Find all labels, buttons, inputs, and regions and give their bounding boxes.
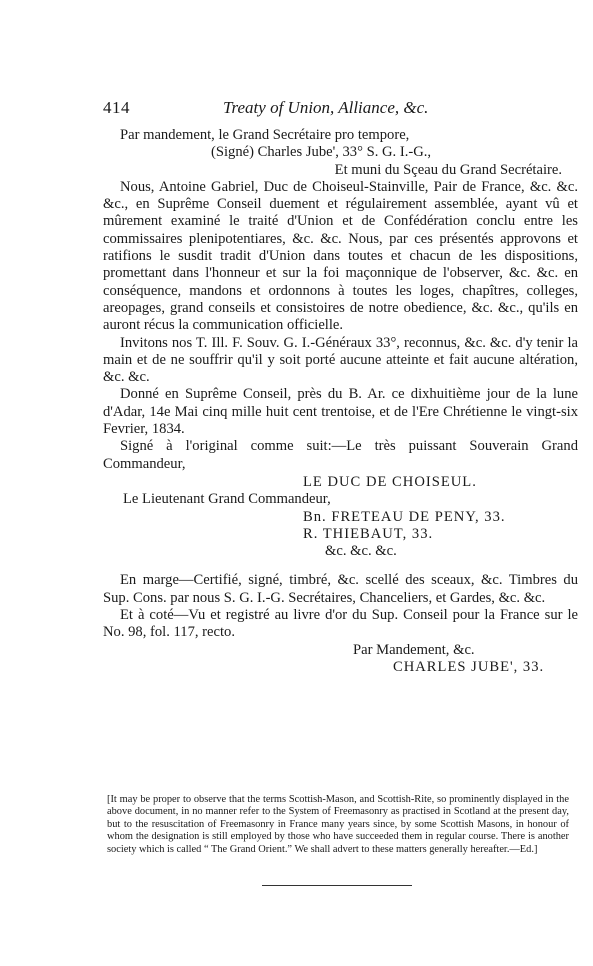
- freteau-signature: Bn. FRETEAU DE PENY, 33.: [303, 508, 506, 525]
- thiebaut-signature: R. THIEBAUT, 33.: [303, 525, 434, 542]
- mandate-line: Par mandement, le Grand Secrétaire pro tempore,: [120, 127, 410, 143]
- duke-signature: LE DUC DE CHOISEUL.: [303, 473, 477, 490]
- page-header: [103, 98, 513, 120]
- page-number: 414: [103, 98, 130, 117]
- secretary-signature: (Signé) Charles Jube', 33° S. G. I.-G.,: [211, 144, 432, 161]
- margin-paragraph: En marge—Certifié, signé, timbré, &c. scellé des sceaux, &c. Timbres du Sup. Cons. par nous S. G. I.-G. Secrétaires, Chanceliers, et Gardes, &c. &c.: [103, 572, 578, 606]
- seal-line: Et muni du Sçeau du Grand Secrétaire.: [334, 161, 562, 178]
- date-paragraph: Donné en Suprême Conseil, près du B. Ar. ce dixhuitième jour de la lune d'Adar, 14e Mai cinq mille huit cent trentoise, et de l'Ere Chrétienne le vingt-six Fevrier, 1834.: [103, 386, 578, 438]
- signed-paragraph: Signé à l'original comme suit:—Le très puissant Souverain Grand Commandeur,: [103, 438, 578, 472]
- main-text: [103, 127, 578, 676]
- invitation-paragraph: Invitons nos T. Ill. F. Souv. G. I.-Généraux 33°, reconnus, &c. &c. d'y tenir la main et de ne souffrir qu'il y soit porté aucune atteinte et fait aucune altération, &c. &c.: [103, 334, 578, 386]
- lieutenant-title: Le Lieutenant Grand Commandeur,: [123, 491, 331, 508]
- editor-footnote: [It may be proper to observe that the terms Scottish-Mason, and Scottish-Rite, so prominently displayed in the above document, in no manner refer to the System of Freemasonry as practised in Scotland at the present day, but to the resuscitation of Freemasonry in France many years since, by some Scottish Masons, in honour of whom the designation is still employed by those who have succeeded them in regular course. There is another society which is called “ The Grand Orient.” We shall advert to these matters generally hereafter.—Ed.]: [107, 794, 569, 855]
- ratification-paragraph: Nous, Antoine Gabriel, Duc de Choiseul-Stainville, Pair de France, &c. &c. &c., en Suprême Conseil duement et régulairement assemblée, ayant vû et mûrement examiné le traité d'Union et de Confédération conclu entre les commissaires plenipotentiares, &c. &c. Nous, par ces présentés approvons et ratifions le susdit tradit d'Union dans toutes et chacun de les dispositions, promettant dans l'honneur et sur la foi maçonnique de l'observer, &c. &c. en conséquence, mandons et ordonnons à toutes les loges, chapîtres, colleges, areopages, grand conseils et consistoires de notre obedience, &c. &c., qu'ils en auront récus la communication officielle.: [103, 178, 578, 334]
- registry-paragraph: Et à coté—Vu et registré au livre d'or du Sup. Conseil pour la France sur le No. 98, fol. 117, recto.: [103, 607, 578, 641]
- par-mandement-line: Par Mandement, &c.: [353, 641, 475, 658]
- etc-line: &c. &c. &c.: [325, 543, 397, 560]
- bottom-rule: [262, 885, 412, 886]
- jube-signature: CHARLES JUBE', 33.: [393, 658, 545, 675]
- running-title: Treaty of Union, Alliance, &c.: [223, 98, 429, 117]
